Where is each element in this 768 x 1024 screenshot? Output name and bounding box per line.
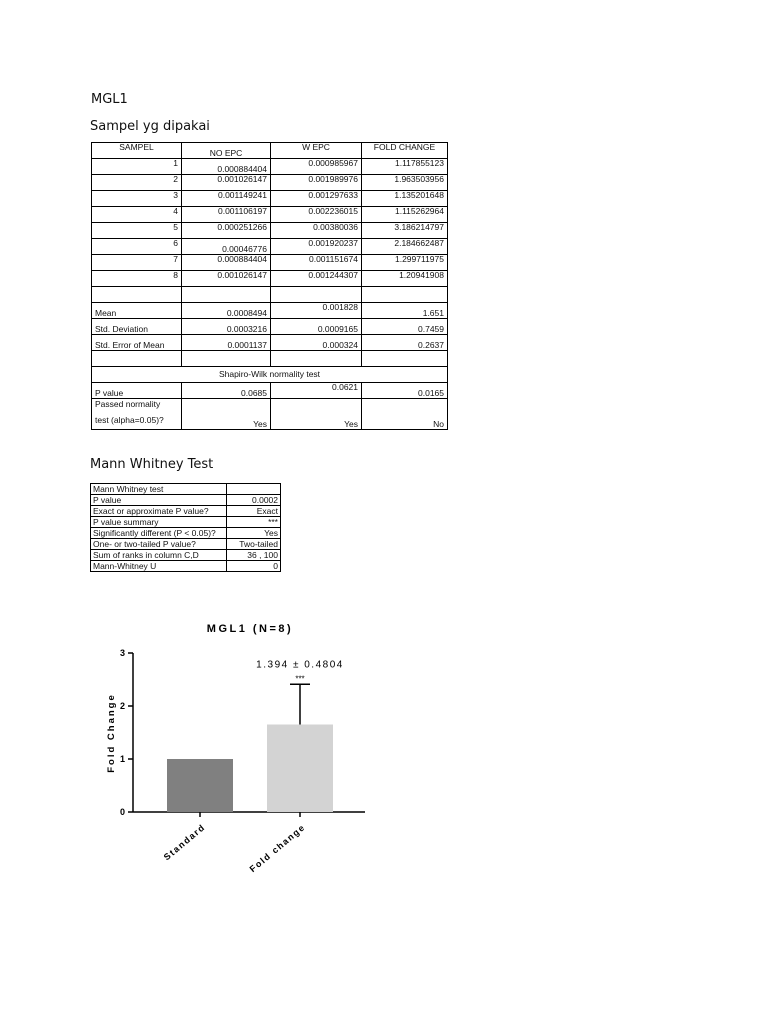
value-cell: 0.000884404 xyxy=(182,159,271,175)
value-cell: 0.0001137 xyxy=(182,335,271,351)
table-row xyxy=(92,175,448,191)
value-cell: 0.00046776 xyxy=(182,239,271,255)
stats-row xyxy=(92,303,448,319)
header-cell: SAMPEL xyxy=(92,143,182,159)
label-cell: Mann Whitney test xyxy=(91,484,227,495)
label-cell: P value summary xyxy=(91,517,227,528)
value-cell: 0.000324 xyxy=(271,335,362,351)
sample-id-cell: 2 xyxy=(92,175,182,191)
empty-row xyxy=(92,287,448,303)
empty-cell xyxy=(182,287,271,303)
value-cell: 0.001828 xyxy=(271,303,362,319)
value-cell: Exact xyxy=(227,506,281,517)
stat-label-cell: P value xyxy=(92,383,182,399)
bar-fold-change xyxy=(267,724,333,812)
stat-label-cell: Std. Deviation xyxy=(92,319,182,335)
annotation-label: 1.394 ± 0.4804 xyxy=(256,659,344,671)
header-cell: NO EPC xyxy=(182,143,271,159)
empty-cell xyxy=(182,351,271,367)
stat-label-cell: Mean xyxy=(92,303,182,319)
value-cell: 0.2637 xyxy=(362,335,448,351)
value-cell: 0.001106197 xyxy=(182,207,271,223)
stat-label-cell: Passed normality test (alpha=0.05)? xyxy=(92,399,182,430)
value-cell: 0.002236015 xyxy=(271,207,362,223)
x-tick-label: Standard xyxy=(161,821,208,863)
label-cell: Significantly different (P < 0.05)? xyxy=(91,528,227,539)
value-cell: 0.001989976 xyxy=(271,175,362,191)
value-cell: 1.20941908 xyxy=(362,271,448,287)
table-row xyxy=(92,191,448,207)
mann-whitney-table xyxy=(90,483,281,572)
value-cell: 0.0008494 xyxy=(182,303,271,319)
empty-cell xyxy=(271,351,362,367)
table-row xyxy=(92,271,448,287)
sample-id-cell: 3 xyxy=(92,191,182,207)
table-row xyxy=(91,517,281,528)
value-cell: 2.184662487 xyxy=(362,239,448,255)
value-cell: 0.0165 xyxy=(362,383,448,399)
table-row xyxy=(91,495,281,506)
sample-id-cell: 1 xyxy=(92,159,182,175)
value-cell: 0.0002 xyxy=(227,495,281,506)
value-cell: 36 , 100 xyxy=(227,550,281,561)
table-row xyxy=(92,159,448,175)
value-cell: 0.000985967 xyxy=(271,159,362,175)
normality-pvalue-row xyxy=(92,383,448,399)
value-cell: 1.115262964 xyxy=(362,207,448,223)
value-cell: 0.7459 xyxy=(362,319,448,335)
empty-cell xyxy=(92,351,182,367)
normality-title-row xyxy=(92,367,448,383)
sample-id-cell: 7 xyxy=(92,255,182,271)
value-cell: 0.001297633 xyxy=(271,191,362,207)
table-row xyxy=(91,528,281,539)
value-cell: 0 xyxy=(227,561,281,572)
label-cell: Exact or approximate P value? xyxy=(91,506,227,517)
value-cell: *** xyxy=(227,517,281,528)
label-cell: Mann-Whitney U xyxy=(91,561,227,572)
value-cell: 1.299711975 xyxy=(362,255,448,271)
table-row xyxy=(91,484,281,495)
value-cell: Two-tailed xyxy=(227,539,281,550)
value-cell: Yes xyxy=(271,399,362,430)
significance-label: *** xyxy=(295,674,305,684)
mann-whitney-heading: Mann Whitney Test xyxy=(90,457,214,472)
sample-table xyxy=(91,142,448,430)
table-row xyxy=(92,223,448,239)
stats-row xyxy=(92,335,448,351)
table-row xyxy=(91,539,281,550)
empty-cell xyxy=(362,351,448,367)
table-row xyxy=(91,550,281,561)
value-cell: 0.001026147 xyxy=(182,271,271,287)
y-tick-label: 1 xyxy=(119,754,125,764)
y-tick-label: 2 xyxy=(119,701,125,711)
value-cell: 1.651 xyxy=(362,303,448,319)
value-cell: 0.001244307 xyxy=(271,271,362,287)
value-cell: 0.001920237 xyxy=(271,239,362,255)
value-cell xyxy=(227,484,281,495)
fold-change-chart xyxy=(90,615,390,885)
value-cell: Yes xyxy=(182,399,271,430)
normality-title-cell: Shapiro-Wilk normality test xyxy=(92,367,448,383)
normality-passed-row xyxy=(92,399,448,430)
value-cell: 3.186214797 xyxy=(362,223,448,239)
label-cell: One- or two-tailed P value? xyxy=(91,539,227,550)
value-cell: No xyxy=(362,399,448,430)
sample-id-cell: 5 xyxy=(92,223,182,239)
table-header-row xyxy=(92,143,448,159)
value-cell: 0.00380036 xyxy=(271,223,362,239)
empty-cell xyxy=(92,287,182,303)
table-row xyxy=(92,239,448,255)
empty-cell xyxy=(362,287,448,303)
value-cell: 1.135201648 xyxy=(362,191,448,207)
page-title: MGL1 xyxy=(91,92,128,107)
value-cell: 0.0003216 xyxy=(182,319,271,335)
x-tick-label: Fold change xyxy=(247,821,308,875)
value-cell: 0.001149241 xyxy=(182,191,271,207)
value-cell: Yes xyxy=(227,528,281,539)
table-row xyxy=(92,207,448,223)
value-cell: 0.001026147 xyxy=(182,175,271,191)
y-tick-label: 0 xyxy=(119,807,125,817)
value-cell: 0.0009165 xyxy=(271,319,362,335)
stat-label-cell: Std. Error of Mean xyxy=(92,335,182,351)
header-cell: FOLD CHANGE xyxy=(362,143,448,159)
value-cell: 1.963503956 xyxy=(362,175,448,191)
label-cell: Sum of ranks in column C,D xyxy=(91,550,227,561)
bar-standard xyxy=(167,759,233,812)
sample-id-cell: 8 xyxy=(92,271,182,287)
sample-heading: Sampel yg dipakai xyxy=(90,119,210,134)
label-cell: P value xyxy=(91,495,227,506)
table-row xyxy=(92,255,448,271)
table-row xyxy=(91,561,281,572)
sample-id-cell: 4 xyxy=(92,207,182,223)
sample-id-cell: 6 xyxy=(92,239,182,255)
value-cell: 0.000251266 xyxy=(182,223,271,239)
value-cell: 0.0621 xyxy=(271,383,362,399)
value-cell: 0.001151674 xyxy=(271,255,362,271)
table-row xyxy=(91,506,281,517)
header-cell: W EPC xyxy=(271,143,362,159)
stats-row xyxy=(92,319,448,335)
chart-title: MGL1 (N=8) xyxy=(206,623,294,635)
empty-row xyxy=(92,351,448,367)
value-cell: 0.0685 xyxy=(182,383,271,399)
y-axis-label: Fold Change xyxy=(106,693,117,773)
value-cell: 0.000884404 xyxy=(182,255,271,271)
y-tick-label: 3 xyxy=(119,648,125,658)
empty-cell xyxy=(271,287,362,303)
value-cell: 1.117855123 xyxy=(362,159,448,175)
